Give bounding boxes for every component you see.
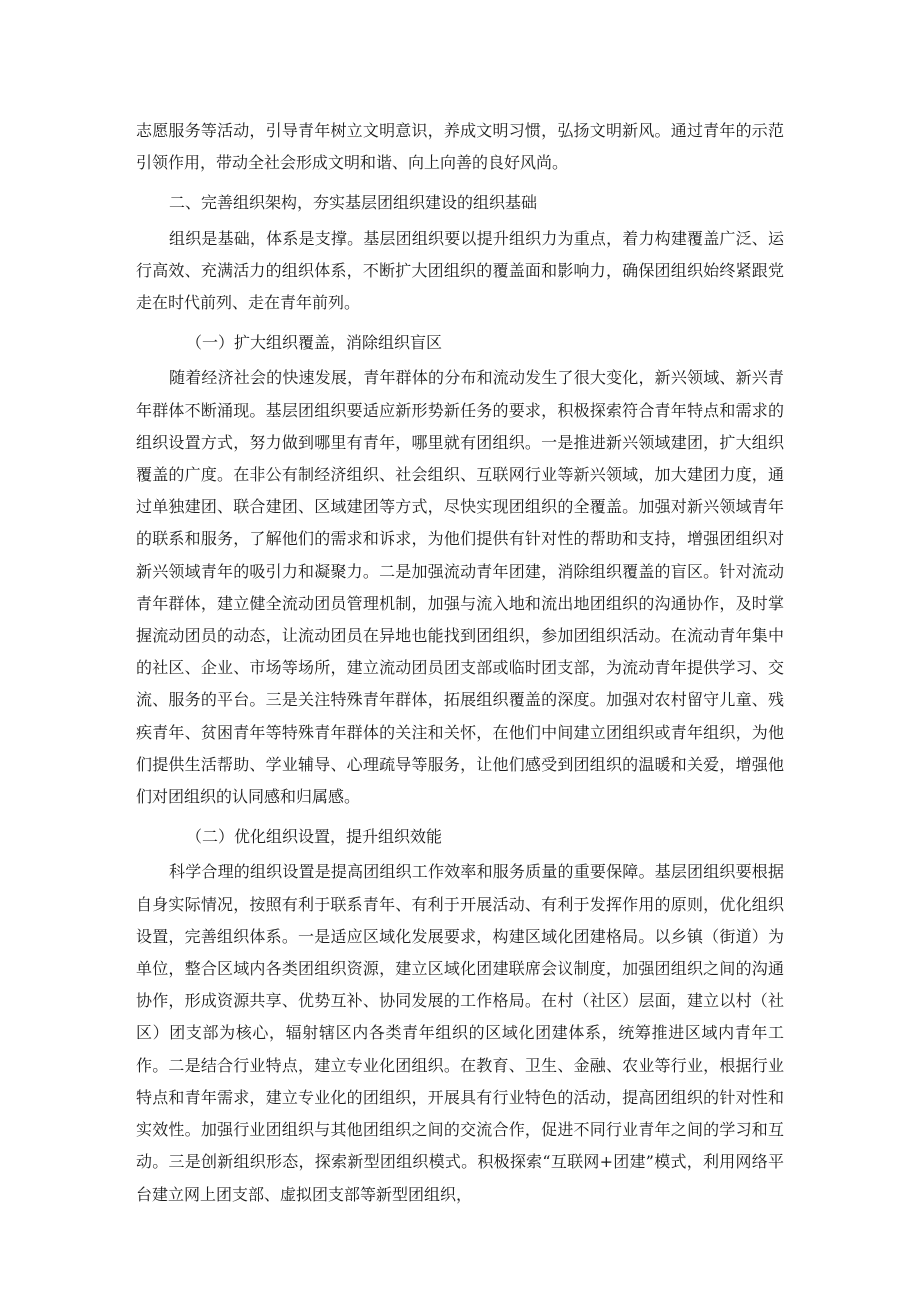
paragraph-organization-basis: 组织是基础，体系是支撑。基层团组织要以提升组织力为重点，着力构建覆盖广泛、运行高效、充满活力的组织体系，不断扩大团组织的覆盖面和影响力，确保团组织始终紧跟党走在时代前列、走在青年前列。 [136,228,784,313]
paragraph-continuation: 志愿服务等活动，引导青年树立文明意识，养成文明习惯，弘扬文明新风。通过青年的示范引领作用，带动全社会形成文明和谐、向上向善的良好风尚。 [136,121,784,173]
section-heading-2: 二、完善组织架构，夯实基层团组织建设的组织基础 [169,193,538,213]
paragraph-expand-coverage: 随着经济社会的快速发展，青年群体的分布和流动发生了很大变化，新兴领域、新兴青年群体不断涌现。基层团组织要适应新形势新任务的要求，积极探索符合青年特点和需求的组织设置方式，努力做到哪里有青年，哪里就有团组织。一是推进新兴领域建团，扩大组织覆盖的广度。在非公有制经济组织、社会组织、互联网行业等新兴领域，加大建团力度，通过单独建团、联合建团、区域建团等方式，尽快实现团组织的全覆盖。加强对新兴领域青年的联系和服务，了解他们的需求和诉求，为他们提供有针对性的帮助和支持，增强团组织对新兴领域青年的吸引力和凝聚力。二是加强流动青年团建，消除组织覆盖的盲区。针对流动青年群体，建立健全流动团员管理机制，加强与流入地和流出地团组织的沟通协作，及时掌握流动团员的动态，让流动团员在异地也能找到团组织，参加团组织活动。在流动青年集中的社区、企业、市场等场所，建立流动团员团支部或临时团支部，为流动青年提供学习、交流、服务的平台。三是关注特殊青年群体，拓展组织覆盖的深度。加强对农村留守儿童、残疾青年、贫困青年等特殊青年群体的关注和关怀，在他们中间建立团组织或青年组织，为他们提供生活帮助、学业辅导、心理疏导等服务，让他们感受到团组织的温暖和关爱，增强他们对团组织的认同感和归属感。 [136,368,784,807]
paragraph-optimize-setup: 科学合理的组织设置是提高团组织工作效率和服务质量的重要保障。基层团组织要根据自身实际情况，按照有利于联系青年、有利于开展活动、有利于发挥作用的原则，优化组织设置，完善组织体系。一是适应区域化发展要求，构建区域化团建格局。以乡镇（街道）为单位，整合区域内各类团组织资源，建立区域化团建联席会议制度，加强团组织之间的沟通协作，形成资源共享、优势互补、协同发展的工作格局。在村（社区）层面，建立以村（社区）团支部为核心，辐射辖区内各类青年组织的区域化团建体系，统筹推进区域内青年工作。二是结合行业特点，建立专业化团组织。在教育、卫生、金融、农业等行业，根据行业特点和青年需求，建立专业化的团组织，开展具有行业特色的活动，提高团组织的针对性和实效性。加强行业团组织与其他团组织之间的交流合作，促进不同行业青年之间的学习和互动。三是创新组织形态，探索新型团组织模式。积极探索“互联网+团建”模式，利用网络平台建立网上团支部、虚拟团支部等新型团组织， [136,862,784,1204]
subsection-heading-2-2: （二）优化组织设置，提升组织效能 [186,827,443,847]
subsection-heading-2-1: （一）扩大组织覆盖，消除组织盲区 [186,333,443,353]
document-page [136,115,784,1211]
